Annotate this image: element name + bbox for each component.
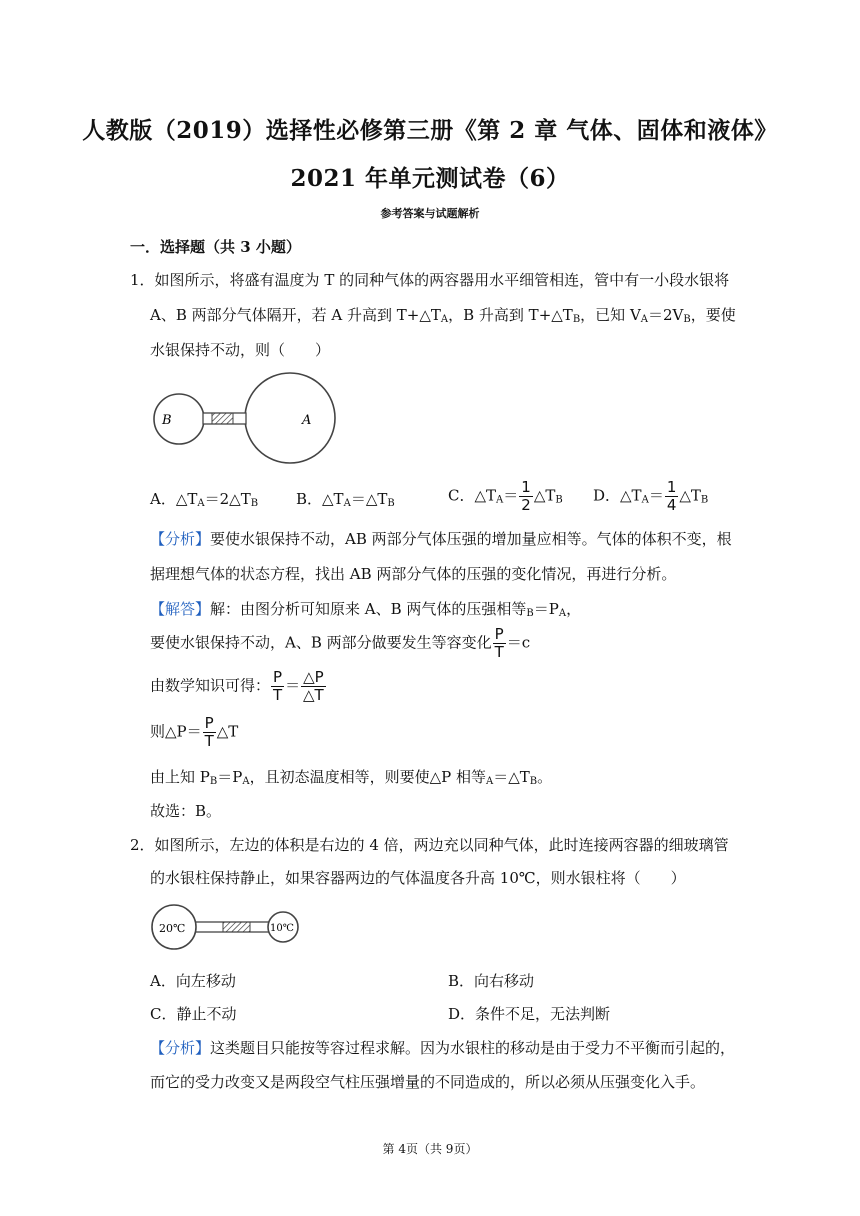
q2-analysis-line1: 【分析】这类题目只能按等容过程求解。因为水银柱的移动是由于受力不平衡而引起的， <box>150 1039 736 1057</box>
q1-analysis-line1: 【分析】要使水银保持不动，AB 两部分气体压强的增加量应相等。气体的体积不变，根 <box>150 530 732 548</box>
q1-answer-line2: 要使水银保持不动，A、B 两部分做要发生等容变化 $\frac{P}{T}$ ＝c <box>150 625 531 661</box>
fraction-p-over-t: $\frac{P}{T}$ <box>204 714 214 750</box>
doc-title-line2: 2021 年单元测试卷（6） <box>290 165 570 192</box>
q1-label-b: B <box>162 413 172 428</box>
q2-stem-line1: 2．如图所示，左边的体积是右边的 4 倍，两边充以同种气体，此时连接两容器的细玻璃管 <box>130 836 729 854</box>
q1-option-c-fraction: $\frac{1}{2}$ <box>521 478 531 514</box>
q1-stem-line2: A、B 两部分气体隔开，若 A 升高到 $T+\triangle T_A$，B 升高到 $T+\triangle T_B$，已知 $V_A=2V_B$，要使 <box>150 306 736 325</box>
doc-subtitle: 参考答案与试题解析 <box>380 207 480 220</box>
q1-label-a: A <box>302 413 312 428</box>
q2-mercury <box>223 922 250 932</box>
q1-choose: 故选：B。 <box>150 802 222 820</box>
q2-label-left: 20℃ <box>159 922 186 935</box>
answer-tag: 【解答】 <box>150 600 211 618</box>
q1-stem-line3: 水银保持不动，则（ ） <box>150 341 331 359</box>
q1-option-d-fraction: $\frac{1}{4}$ <box>666 478 677 514</box>
q2-option-d[interactable]: D．条件不足，无法判断 <box>448 1005 611 1023</box>
q1-option-a[interactable]: A．$\triangle T_A=2\triangle T_B$ <box>150 490 259 509</box>
q1-option-b[interactable]: B．$\triangle T_A=\triangle T_B$ <box>296 490 395 509</box>
fraction-p-over-t: $\frac{P}{T}$ <box>494 625 504 661</box>
q2-figure <box>150 900 305 956</box>
analysis-tag: 【分析】 <box>150 1039 211 1057</box>
q1-answer-line4: 则△P＝ $\frac{P}{T}$ △T <box>150 714 239 750</box>
q2-label-right: 10℃ <box>270 923 294 934</box>
q1-figure <box>150 370 340 470</box>
q1-option-c[interactable]: C．$\triangle T_A=$ $\frac{1}{2}$ $\triangle T_B$ <box>448 478 563 514</box>
q1-answer-line1: 【解答】解：由图分析可知原来 A、B 两气体的压强相等$_B=P_A$， <box>150 600 582 619</box>
q2-option-b[interactable]: B．向右移动 <box>448 972 535 990</box>
fraction-dp-over-dt: $\frac{\triangle P}{\triangle T}$ <box>303 668 324 704</box>
analysis-tag: 【分析】 <box>150 530 211 548</box>
q2-option-c[interactable]: C．静止不动 <box>150 1005 237 1023</box>
q1-container-a <box>245 373 335 463</box>
fraction-p-over-t: $\frac{P}{T}$ <box>272 668 283 704</box>
q1-answer-line5: 由上知 $P_B=P_A$，且初态温度相等，则要使△P 相等$_A=\triangle T_B$。 <box>150 768 553 787</box>
section-heading: 一．选择题（共 3 小题） <box>130 238 301 256</box>
q2-analysis-line2: 而它的受力改变又是两段空气柱压强增量的不同造成的，所以必须从压强变化入手。 <box>150 1073 706 1091</box>
q1-mercury <box>212 413 233 424</box>
q1-stem-line1: 1．如图所示，将盛有温度为 T 的同种气体的两容器用水平细管相连，管中有一小段水银将 <box>130 271 730 289</box>
q1-analysis-line2: 据理想气体的状态方程，找出 AB 两部分气体的压强的变化情况，再进行分析。 <box>150 565 677 583</box>
q2-stem-line2: 的水银柱保持静止，如果容器两边的气体温度各升高 10℃，则水银柱将（ ） <box>150 869 686 887</box>
q2-option-a[interactable]: A．向左移动 <box>150 972 236 990</box>
q1-option-d[interactable]: D．$\triangle T_A=$ $\frac{1}{4}$ $\triangle T_B$ <box>593 478 709 514</box>
q1-answer-line3: 由数学知识可得： $\frac{P}{T}$ ＝ $\frac{\triangle P}{\triangle T}$ <box>150 668 324 704</box>
page-footer: 第 4页（共 9页） <box>382 1142 478 1156</box>
doc-title-line1: 人教版（2019）选择性必修第三册《第 2 章 气体、固体和液体》 <box>82 117 778 144</box>
